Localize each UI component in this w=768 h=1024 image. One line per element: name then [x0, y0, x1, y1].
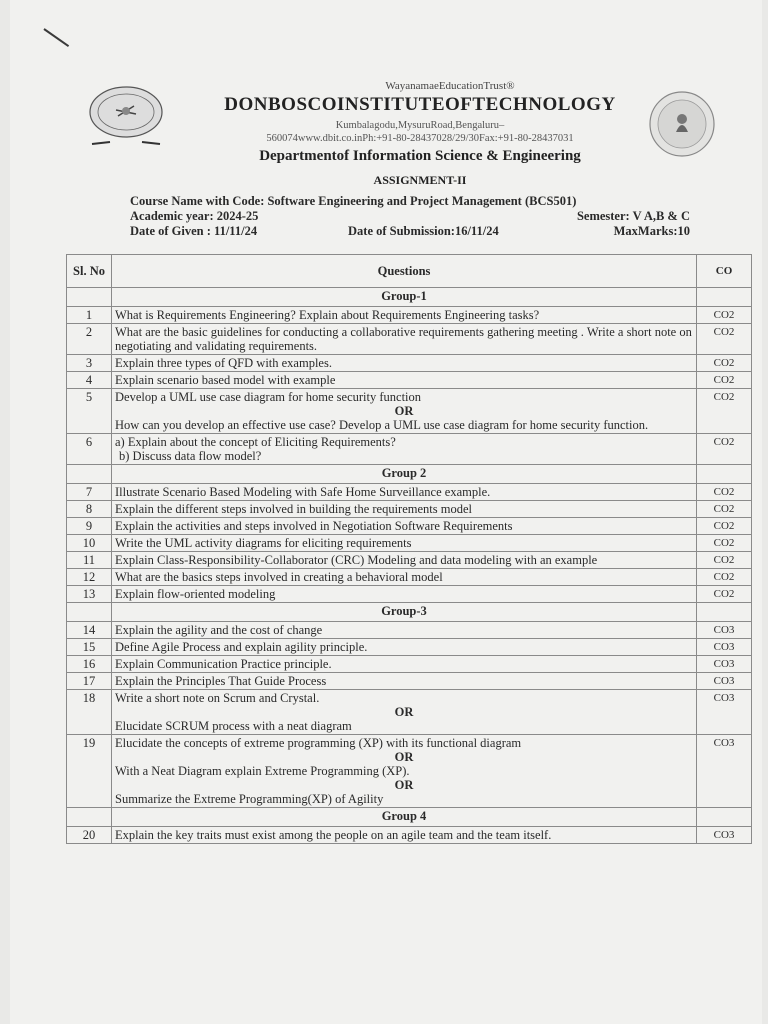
group-label: Group-1 — [112, 288, 697, 307]
sl-no: 11 — [67, 552, 112, 569]
sl-no: 10 — [67, 535, 112, 552]
group-row — [67, 288, 752, 307]
date-given: Date of Given : 11/11/24 — [130, 224, 258, 238]
co-value: CO2 — [697, 552, 752, 569]
document-page — [10, 0, 762, 1024]
sl-no: 4 — [67, 372, 112, 389]
table-row — [67, 735, 752, 808]
question-text: Write the UML activity diagrams for eliciting requirements — [112, 535, 697, 552]
table-row — [67, 622, 752, 639]
sl-no: 5 — [67, 389, 112, 434]
question-text: Write a short note on Scrum and Crystal. — [115, 691, 320, 705]
question-text: Explain the agility and the cost of change — [112, 622, 697, 639]
sl-no: 6 — [67, 434, 112, 465]
table-header-row — [67, 255, 752, 288]
table-row — [67, 372, 752, 389]
table-row — [67, 434, 752, 465]
question-alt-text: Elucidate SCRUM process with a neat diagram — [115, 719, 352, 733]
co-value: CO3 — [697, 827, 752, 844]
co-value: CO2 — [697, 355, 752, 372]
question-text: Explain the activities and steps involved in Negotiation Software Requirements — [112, 518, 697, 535]
or-label: OR — [394, 705, 414, 719]
question-cell — [112, 735, 697, 808]
table-row — [67, 690, 752, 735]
header-co: CO — [697, 255, 752, 288]
institute-name: DONBOSCOINSTITUTEOFTECHNOLOGY — [224, 94, 616, 115]
table-row — [67, 639, 752, 656]
sl-no: 12 — [67, 569, 112, 586]
table-row — [67, 569, 752, 586]
question-text: What are the basics steps involved in creating a behavioral model — [112, 569, 697, 586]
co-value: CO2 — [697, 535, 752, 552]
question-text: a) Explain about the concept of Eliciting Requirements? — [115, 435, 396, 449]
questions-table — [66, 254, 752, 844]
question-text: Explain the Principles That Guide Process — [112, 673, 697, 690]
sl-no: 8 — [67, 501, 112, 518]
co-value: CO2 — [697, 307, 752, 324]
semester: Semester: V A,B & C — [576, 209, 690, 223]
question-text: What are the basic guidelines for conducting a collaborative requirements gathering meeting . Write a short note on negotiating and validating requirements. — [112, 324, 697, 355]
sl-no: 3 — [67, 355, 112, 372]
sl-no: 17 — [67, 673, 112, 690]
co-value: CO3 — [697, 690, 752, 735]
co-value: CO3 — [697, 622, 752, 639]
sl-no: 16 — [67, 656, 112, 673]
sl-no: 2 — [67, 324, 112, 355]
group-label: Group-3 — [112, 603, 697, 622]
group-row — [67, 808, 752, 827]
or-label: OR — [394, 750, 414, 764]
table-row — [67, 307, 752, 324]
course-info — [130, 194, 690, 239]
question-alt-text-2: Summarize the Extreme Programming(XP) of Agility — [115, 792, 384, 806]
header-sl-no: Sl. No — [67, 255, 112, 288]
question-text: Explain flow-oriented modeling — [112, 586, 697, 603]
question-text: Explain the key traits must exist among the people on an agile team and the team itself. — [112, 827, 697, 844]
question-text: Explain Communication Practice principle. — [112, 656, 697, 673]
sl-no: 9 — [67, 518, 112, 535]
table-row — [67, 586, 752, 603]
table-row — [67, 484, 752, 501]
co-value: CO2 — [697, 434, 752, 465]
date-submission: Date of Submission:16/11/24 — [348, 224, 499, 238]
question-part-b: b) Discuss data flow model? — [119, 449, 262, 463]
group-row — [67, 603, 752, 622]
header-questions: Questions — [112, 255, 697, 288]
table-row — [67, 552, 752, 569]
trust-name: WayanamaeEducationTrust® — [385, 80, 515, 92]
sl-no: 15 — [67, 639, 112, 656]
co-value: CO3 — [697, 673, 752, 690]
table-row — [67, 827, 752, 844]
question-alt-text: With a Neat Diagram explain Extreme Programming (XP). — [115, 764, 410, 778]
question-cell — [112, 690, 697, 735]
group-label: Group 4 — [112, 808, 697, 827]
institute-address: Kumbalagodu,MysuruRoad,Bengaluru– — [335, 120, 505, 131]
table-row — [67, 501, 752, 518]
academic-year: Academic year: 2024-25 — [130, 209, 259, 223]
table-row — [67, 656, 752, 673]
co-value: CO2 — [697, 569, 752, 586]
question-text: Explain scenario based model with example — [112, 372, 697, 389]
question-text: Elucidate the concepts of extreme programming (XP) with its functional diagram — [115, 736, 522, 750]
question-text: What is Requirements Engineering? Explain about Requirements Engineering tasks? — [112, 307, 697, 324]
letterhead — [130, 80, 710, 188]
table-row — [67, 518, 752, 535]
question-text: Explain the different steps involved in building the requirements model — [112, 501, 697, 518]
co-value: CO3 — [697, 639, 752, 656]
table-row — [67, 673, 752, 690]
co-value: CO2 — [697, 372, 752, 389]
co-value: CO3 — [697, 735, 752, 808]
question-cell — [112, 434, 697, 465]
question-text: Develop a UML use case diagram for home security function — [115, 390, 422, 404]
group-row — [67, 465, 752, 484]
or-label: OR — [394, 404, 414, 418]
department-name: Departmentof Information Science & Engineering — [259, 148, 581, 164]
sl-no: 18 — [67, 690, 112, 735]
sl-no: 14 — [67, 622, 112, 639]
co-value: CO2 — [697, 389, 752, 434]
course-name: Course Name with Code: Software Engineering and Project Management (BCS501) — [130, 194, 577, 208]
co-value: CO2 — [697, 586, 752, 603]
table-row — [67, 355, 752, 372]
question-alt-text: How can you develop an effective use case? Develop a UML use case diagram for home security function. — [115, 418, 649, 432]
table-row — [67, 535, 752, 552]
group-label: Group 2 — [112, 465, 697, 484]
sl-no: 1 — [67, 307, 112, 324]
or-label: OR — [394, 778, 414, 792]
max-marks: MaxMarks:10 — [613, 224, 690, 238]
question-text: Explain Class-Responsibility-Collaborator (CRC) Modeling and data modeling with an example — [112, 552, 697, 569]
pen-mark — [43, 28, 69, 47]
institute-contact: 560074www.dbit.co.inPh:+91-80-28437028/29/30Fax:+91-80-28437031 — [266, 133, 574, 144]
sl-no: 7 — [67, 484, 112, 501]
question-text: Illustrate Scenario Based Modeling with Safe Home Surveillance example. — [112, 484, 697, 501]
sl-no: 19 — [67, 735, 112, 808]
sl-no: 13 — [67, 586, 112, 603]
co-value: CO2 — [697, 518, 752, 535]
table-row — [67, 389, 752, 434]
sl-no: 20 — [67, 827, 112, 844]
question-text: Define Agile Process and explain agility principle. — [112, 639, 697, 656]
assignment-title: ASSIGNMENT-II — [373, 173, 467, 187]
question-cell — [112, 389, 697, 434]
table-row — [67, 324, 752, 355]
co-value: CO2 — [697, 484, 752, 501]
co-value: CO2 — [697, 324, 752, 355]
co-value: CO3 — [697, 656, 752, 673]
co-value: CO2 — [697, 501, 752, 518]
question-text: Explain three types of QFD with examples. — [112, 355, 697, 372]
